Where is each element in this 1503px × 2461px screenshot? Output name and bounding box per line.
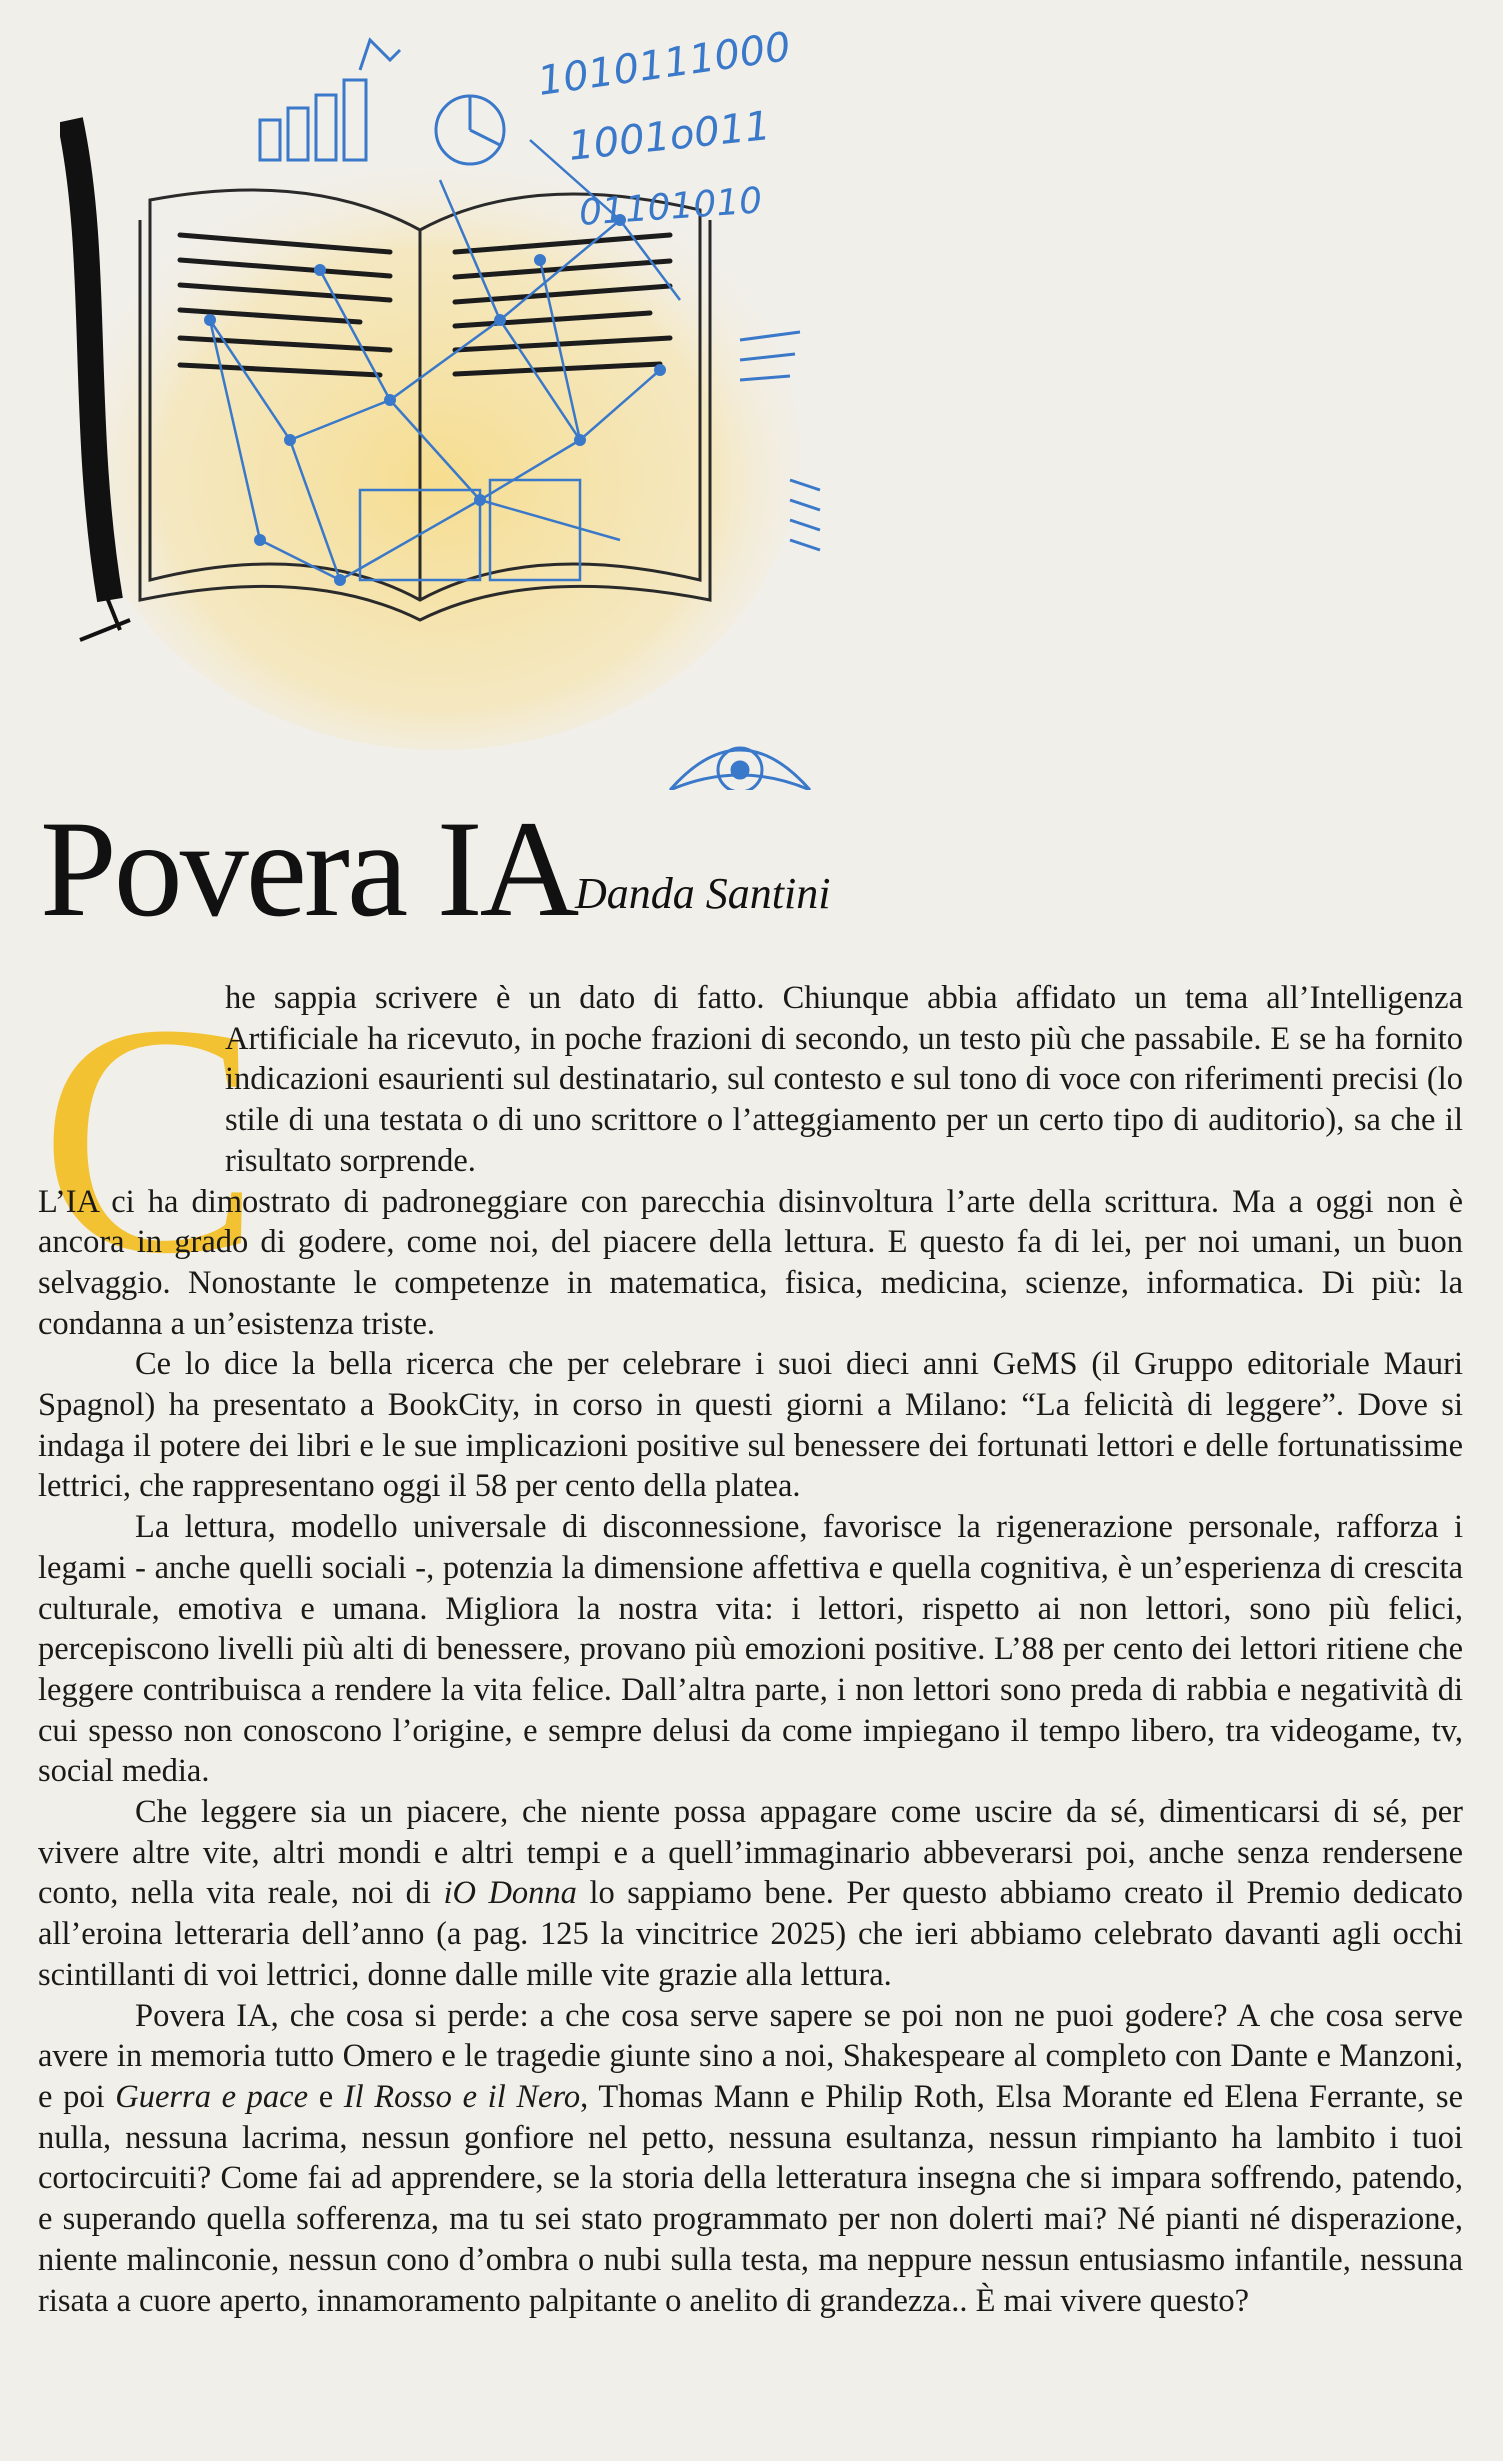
paragraph-4: [38, 1792, 1463, 1996]
yellow-glow: [80, 150, 800, 750]
intro-remaining-text: L’IA ci ha dimostrato di padroneggiare con parecchia disinvoltura l’arte della scrittura. Ma a oggi non è ancora in grado di godere, come noi, del piacere della lettura. E questo fa di lei, per noi umani, un buon selvaggio. Nonostante le competenze in matematica, fisica, medicina, scienze, informatica. Di più: la condanna a un’esistenza triste.: [38, 1183, 1463, 1342]
paragraph-5-conjunction: e: [308, 2078, 344, 2115]
binary-text-3: 01101010: [577, 180, 764, 234]
eye-icon: [670, 748, 810, 790]
paragraph-5: [38, 1996, 1463, 2322]
paragraph-5-text-b: , Thomas Mann e Philip Roth, Elsa Morante ed Elena Ferrante, se nulla, nessuna lacrima, nessun gonfiore nel petto, nessuna esultanza, nessun rimpianto ha lambito i tuoi cortocircuiti? Come fai ad apprendere, se la storia della letteratura insegna che si impara soffrendo, patendo, e superando quella sofferenza, ma tu sei stato programmato per non dolerti mai? Né pianti né disperazione, niente malinconie, nessun cono d’ombra o nubi sulla testa, ma neppure nessun entusiasmo infantile, nessuna risata a cuore aperto, innamoramento palpitante o anelito di grandezza.. È mai vivere questo?: [38, 2078, 1464, 2319]
paragraph-2: Ce lo dice la bella ricerca che per celebrare i suoi dieci anni GeMS (il Gruppo editoriale Mauri Spagnol) ha presentato a BookCity, in corso in questi giorni a Milano: “La felicità di leggere”. Dove si indaga il potere dei libri e le sue implicazioni positive sul benessere dei fortunati lettori e delle fortunatissime lettrici, che rappresentano oggi il 58 per cento della platea.: [38, 1346, 1463, 1505]
book-title-guerra-e-pace: Guerra e pace: [115, 2078, 309, 2115]
book-title-il-rosso-e-il-nero: Il Rosso e il Nero: [343, 2078, 581, 2115]
paragraph-intro: [38, 978, 1463, 1344]
paragraph-4-text-a: Che leggere sia un piacere, che niente possa appagare come uscire da sé, dimenticarsi di sé, per vivere altre vite, altri mondi e altri tempi e a quell’immaginario abbeverarsi poi, anche senza rendersene conto, nella vita reale, noi di: [38, 1794, 1463, 1912]
article-body: [38, 978, 1463, 2321]
intro-indented-lines: he sappia scrivere è un dato di fatto. Chiunque abbia affidato un tema all’Intelligenza Artificiale ha ricevuto, in poche frazioni di secondo, un testo più che passabile. E se ha fornito indicazioni esaurienti sul destinatario, sul contesto e sul tono di voce con riferimenti precisi (lo stile di una testata o di uno scrittore o l’atteggiamento per un certo tipo di auditorio), sa che il risultato sorprende.: [225, 980, 1463, 1179]
paragraph-4-text-b: lo sappiamo bene. Per questo abbiamo creato il Premio dedicato all’eroina letteraria dell’anno (a pag. 125 la vincitrice 2025) che ieri abbiamo celebrato davanti agli occhi scintillanti di voi lettrici, donne dalle mille vite grazie alla lettura.: [38, 1875, 1463, 1993]
book-network-illustration: [60, 20, 880, 790]
binary-text-2: 1001o011: [566, 103, 773, 170]
article-author: Danda Santini: [575, 869, 831, 918]
bar-chart-doodle: [260, 40, 400, 160]
paragraph-3: La lettura, modello universale di disconnessione, favorisce la rigenerazione personale, rafforza i legami - anche quelli sociali -, potenzia la dimensione affettiva e quella cognitiva, è un’esperienza di crescita culturale, emotiva e umana. Migliora la nostra vita: i lettori, rispetto ai non lettori, sono più felici, percepiscono livelli più alti di benessere, provano più emozioni positive. L’88 per cento dei lettori ritiene che leggere contribuisca a rendere la vita felice. Dall’altra parte, i non lettori sono preda di rabbia e negatività di cui spesso non conoscono l’origine, e sempre delusi da come impiegano il tempo libero, tra videogame, tv, social media.: [38, 1509, 1463, 1790]
binary-text-1: 1010111000: [534, 23, 794, 105]
drop-cap: C: [40, 957, 261, 1322]
magazine-name-italic: iO Donna: [443, 1875, 577, 1912]
paragraph-5-text-a: Povera IA, che cosa si perde: a che cosa serve sapere se poi non ne puoi godere? A che cosa serve avere in memoria tutto Omero e le tragedie giunte sino a noi, Shakespeare al completo con Dante e Manzoni, e poi: [38, 1997, 1463, 2115]
article-title: Povera IA: [40, 792, 577, 945]
